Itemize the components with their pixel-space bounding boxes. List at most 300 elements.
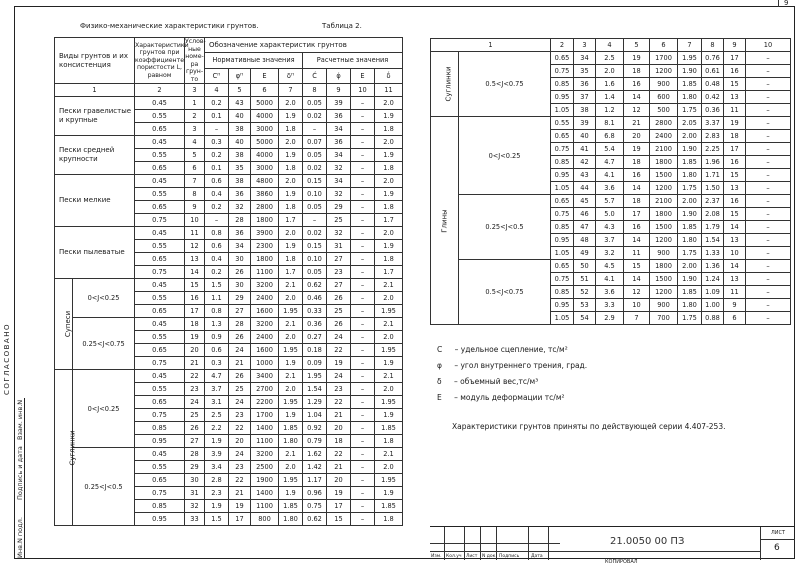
value-cell: 19 [624,52,650,65]
value-cell: – [303,214,327,227]
value-cell: 2.8 [205,474,229,487]
value-cell: 0.6 [205,175,229,188]
value-cell: 3.4 [205,461,229,474]
value-cell: 1.95 [279,474,303,487]
value-cell: 1.9 [279,409,303,422]
value-cell: 2700 [251,383,279,396]
value-cell: 2.1 [375,448,403,461]
value-cell: 0.65 [551,130,574,143]
value-cell: – [746,299,791,312]
value-cell: 2.0 [279,136,303,149]
legend-row [437,361,587,370]
value-cell: 13 [724,234,746,247]
left-table-title: Физико-механические характеристики грунтов. [80,22,259,30]
value-cell: 1.09 [702,286,724,299]
value-cell: 16 [624,78,650,91]
value-cell: 3.7 [596,234,624,247]
value-cell: 1.85 [678,221,702,234]
value-cell: 900 [650,78,678,91]
value-cell: 1.5 [205,279,229,292]
soil-kind-text: Глины [440,208,449,233]
value-cell: 0.95 [551,91,574,104]
column-number: 2 [551,39,574,52]
legend-text: – удельное сцепление, тс/м² [454,345,568,354]
value-cell: 0.75 [551,143,574,156]
value-cell: 3000 [251,162,279,175]
column-number: 1 [55,84,135,97]
value-cell: 4.5 [596,260,624,273]
value-cell: 0.05 [303,97,327,110]
value-cell: 500 [650,104,678,117]
value-cell: 0.45 [135,175,185,188]
value-cell: 1.2 [596,104,624,117]
copy-label: КОПИРОВАЛ [605,559,638,565]
value-cell: 0.10 [303,188,327,201]
value-cell: 39 [574,117,596,130]
value-cell: – [205,123,229,136]
value-cell: 2.0 [375,136,403,149]
value-cell: 1.9 [375,240,403,253]
value-cell: – [351,279,375,292]
value-cell: 16 [624,169,650,182]
value-cell: 49 [574,247,596,260]
value-cell: 0.8 [205,305,229,318]
value-cell: – [351,357,375,370]
head-normative: Нормативные значения [205,53,303,68]
value-cell: 19 [724,117,746,130]
head-symbol: δ̒ [375,68,403,83]
value-cell: 47 [574,221,596,234]
value-cell: 0.4 [205,253,229,266]
value-cell: 0.45 [135,97,185,110]
value-cell: 33 [185,513,205,526]
value-cell: 2.1 [279,279,303,292]
column-number: 8 [303,84,327,97]
value-cell: – [746,195,791,208]
value-cell: 2.0 [279,227,303,240]
value-cell: 2.0 [279,175,303,188]
value-cell: 38 [229,123,251,136]
value-cell: 1.80 [678,299,702,312]
value-cell: 36 [229,227,251,240]
value-cell: 3200 [251,318,279,331]
column-number: 10 [351,84,375,97]
value-cell: 1 [185,97,205,110]
value-cell: 2.1 [279,318,303,331]
column-number: 5 [624,39,650,52]
column-number: 3 [185,84,205,97]
value-cell: 51 [574,273,596,286]
value-cell: 4.7 [596,156,624,169]
value-cell: 4.3 [596,221,624,234]
stamp-label: N док. [482,554,497,559]
value-cell: 12 [624,104,650,117]
value-cell: 0.15 [303,175,327,188]
value-cell: 15 [327,513,351,526]
value-cell: 1.7 [375,266,403,279]
value-cell: 14 [185,266,205,279]
consistency: 0.5<J<0.75 [459,52,551,117]
value-cell: 0.36 [702,104,724,117]
value-cell: 1.8 [375,123,403,136]
value-cell: 6 [185,162,205,175]
left-characteristics-table [54,37,403,279]
value-cell: 0.95 [135,435,185,448]
value-cell: 0.85 [135,500,185,513]
value-cell: 600 [650,91,678,104]
value-cell: 17 [229,513,251,526]
value-cell: 0.05 [303,201,327,214]
head-calculated: Расчетные значения [303,53,403,68]
drawing-code: 21.0050 00 ПЗ [610,536,685,547]
value-cell: 1.9 [205,435,229,448]
value-cell: – [351,474,375,487]
value-cell: 14 [624,182,650,195]
value-cell: – [351,487,375,500]
value-cell: 1.17 [303,474,327,487]
value-cell: 1.3 [205,318,229,331]
value-cell: – [351,240,375,253]
value-cell: – [746,91,791,104]
value-cell: 20 [229,435,251,448]
value-cell: 1.95 [678,52,702,65]
value-cell: 3.6 [596,182,624,195]
value-cell: 1.9 [279,188,303,201]
value-cell: 2.0 [279,331,303,344]
value-cell: – [351,370,375,383]
value-cell: 11 [724,104,746,117]
head-symbol: φᴴ [229,68,251,83]
value-cell: – [746,182,791,195]
value-cell: 1.75 [678,104,702,117]
value-cell: 1.90 [678,143,702,156]
value-cell: 23 [185,383,205,396]
head-symbol: δᴴ [279,68,303,83]
value-cell: 1600 [251,344,279,357]
value-cell: 1.8 [279,201,303,214]
value-cell: 30 [229,253,251,266]
value-cell: 36 [229,188,251,201]
value-cell: 2.25 [702,143,724,156]
value-cell: 5.4 [596,143,624,156]
value-cell: 0.75 [135,487,185,500]
value-cell: 21 [229,357,251,370]
value-cell: 0.45 [135,227,185,240]
value-cell: – [351,500,375,513]
value-cell: 0.3 [205,136,229,149]
value-cell: 0.65 [135,253,185,266]
value-cell: 1.54 [303,383,327,396]
value-cell: 1.54 [702,234,724,247]
value-cell: 1.80 [678,169,702,182]
column-number: 8 [702,39,724,52]
value-cell: 0.55 [135,383,185,396]
value-cell: 26 [229,266,251,279]
sheet-label: ЛИСТ [771,530,786,536]
value-cell: 21 [327,461,351,474]
table-row [55,227,403,240]
value-cell: 1.8 [279,253,303,266]
value-cell: 1900 [251,474,279,487]
value-cell: 45 [574,195,596,208]
value-cell: 0.75 [551,65,574,78]
value-cell: 36 [574,78,596,91]
value-cell: 1.5 [205,513,229,526]
stamp-label: Изм. [431,554,442,559]
value-cell: 1.7 [279,266,303,279]
column-number: 4 [596,39,624,52]
value-cell: 25 [327,214,351,227]
column-number: 3 [574,39,596,52]
table-row [55,370,403,383]
value-cell: 0.02 [303,162,327,175]
value-cell: 26 [327,318,351,331]
value-cell: 24 [327,370,351,383]
value-cell: 6 [724,312,746,325]
value-cell: 25 [185,409,205,422]
value-cell: 3.37 [702,117,724,130]
value-cell: 1.24 [702,273,724,286]
value-cell: 0.65 [135,123,185,136]
value-cell: 1.8 [375,201,403,214]
value-cell: 2500 [251,461,279,474]
value-cell: 50 [574,260,596,273]
value-cell: 21 [624,117,650,130]
value-cell: 40 [574,130,596,143]
value-cell: – [205,214,229,227]
value-cell: 5 [185,149,205,162]
value-cell: 1100 [251,500,279,513]
legend-text: – угол внутреннего трения, град. [454,361,588,370]
value-cell: 1200 [650,286,678,299]
value-cell: 27 [229,305,251,318]
value-cell: 1.9 [375,409,403,422]
column-number: 10 [746,39,791,52]
number-row [431,39,791,52]
value-cell: – [351,435,375,448]
table-row [431,260,791,273]
value-cell: 3.9 [205,448,229,461]
column-number: 7 [279,84,303,97]
value-cell: 0.15 [303,240,327,253]
value-cell: 1.8 [375,162,403,175]
value-cell: 0.85 [551,221,574,234]
value-cell: 1200 [650,65,678,78]
value-cell: 17 [724,52,746,65]
value-cell: 1700 [650,52,678,65]
value-cell: 2.2 [205,422,229,435]
value-cell: 1.95 [303,370,327,383]
value-cell: 1.80 [279,513,303,526]
value-cell: 9 [185,201,205,214]
value-cell: 1.9 [279,240,303,253]
soil-kind [431,52,459,117]
value-cell: 3000 [251,123,279,136]
value-cell: 1.95 [375,305,403,318]
value-cell: 1.75 [678,247,702,260]
value-cell: 53 [574,299,596,312]
value-cell: 0.02 [303,227,327,240]
value-cell: 18 [624,65,650,78]
value-cell: – [746,52,791,65]
value-cell: 1.95 [375,344,403,357]
value-cell: 0.85 [551,156,574,169]
value-cell: 32 [185,500,205,513]
value-cell: 2200 [251,396,279,409]
value-cell: – [351,305,375,318]
value-cell: 4.7 [205,370,229,383]
value-cell: – [746,312,791,325]
value-cell: – [351,331,375,344]
consistency: 0<J<0.25 [73,370,135,448]
value-cell: – [351,396,375,409]
value-cell: 2.0 [279,292,303,305]
table-row [431,52,791,65]
value-cell: 1.4 [596,91,624,104]
value-cell: 1.9 [279,487,303,500]
value-cell: – [351,201,375,214]
value-cell: – [746,156,791,169]
value-cell: 1.8 [375,253,403,266]
value-cell: 1800 [650,156,678,169]
value-cell: 0.10 [303,253,327,266]
value-cell: 0.1 [205,162,229,175]
value-cell: 0.55 [135,292,185,305]
value-cell: – [746,78,791,91]
value-cell: 18 [185,318,205,331]
value-cell: 1.95 [279,344,303,357]
value-cell: 7 [185,175,205,188]
legend-symbol: δ [437,377,442,386]
value-cell: 0.55 [135,240,185,253]
value-cell: 0.65 [135,305,185,318]
value-cell: 11 [185,227,205,240]
value-cell: 31 [327,240,351,253]
value-cell: 1.1 [205,292,229,305]
header-row [55,38,403,53]
value-cell: – [351,136,375,149]
value-cell: 23 [229,461,251,474]
value-cell: 3.6 [596,286,624,299]
value-cell: 1.9 [279,149,303,162]
value-cell: 31 [185,487,205,500]
table-row [55,448,403,461]
value-cell: 0.55 [551,117,574,130]
value-cell: 0.75 [135,266,185,279]
value-cell: 20 [185,344,205,357]
value-cell: 1400 [251,487,279,500]
value-cell: – [351,266,375,279]
value-cell: 1.62 [303,448,327,461]
value-cell: 10 [724,247,746,260]
value-cell: – [351,253,375,266]
value-cell: 10 [624,299,650,312]
consistency: 0.5<J<0.75 [459,260,551,325]
value-cell: 21 [327,409,351,422]
value-cell: 4000 [251,110,279,123]
value-cell: 0.62 [303,279,327,292]
value-cell: 0.05 [303,266,327,279]
head-group: Обозначение характеристик грунтов [205,38,403,53]
stamp-label: Кол.уч [446,554,462,559]
value-cell: 11 [724,286,746,299]
value-cell: – [746,221,791,234]
side-label-0: Инв.N подл. [16,517,24,558]
table-row [55,97,403,110]
value-cell: 0.65 [135,396,185,409]
table-row [55,175,403,188]
value-cell: 17 [724,143,746,156]
value-cell: 2.0 [375,175,403,188]
value-cell: 1.9 [375,110,403,123]
side-label-2: Взам. инв.N [16,399,24,440]
value-cell: 0.95 [551,299,574,312]
value-cell: 1.85 [678,156,702,169]
value-cell: 24 [229,448,251,461]
column-number: 9 [724,39,746,52]
value-cell: 5000 [251,97,279,110]
value-cell: 14 [724,221,746,234]
column-number: 4 [205,84,229,97]
legend-symbol: Е [437,393,442,402]
value-cell: 40 [229,110,251,123]
value-cell: 22 [327,344,351,357]
value-cell: 3860 [251,188,279,201]
value-cell: 24 [229,344,251,357]
value-cell: 22 [229,474,251,487]
value-cell: – [746,117,791,130]
note-text: Характеристики грунтов приняты по действующей серии 4.407-253. [452,422,726,431]
value-cell: 12 [624,286,650,299]
value-cell: 38 [574,104,596,117]
title-block [430,526,795,560]
value-cell: 0.48 [702,78,724,91]
value-cell: 42 [574,156,596,169]
value-cell: – [351,97,375,110]
value-cell: – [351,383,375,396]
value-cell: 0.85 [135,422,185,435]
value-cell: 1.9 [279,357,303,370]
value-cell: 0.1 [205,110,229,123]
value-cell: 23 [327,383,351,396]
value-cell: 1.96 [702,156,724,169]
value-cell: 12 [185,240,205,253]
head-symbol: Сᴴ [205,68,229,83]
value-cell: 1.95 [375,396,403,409]
value-cell: – [746,234,791,247]
value-cell: 1.79 [702,221,724,234]
value-cell: 1000 [251,357,279,370]
value-cell: 30 [185,474,205,487]
value-cell: 19 [229,500,251,513]
value-cell: 2.0 [375,461,403,474]
head-symbol: С̒ [303,68,327,83]
value-cell: 0.65 [551,195,574,208]
value-cell: 1.9 [375,357,403,370]
legend-row [437,377,538,386]
value-cell: 0.65 [551,260,574,273]
value-cell: 32 [327,188,351,201]
value-cell: 38 [229,175,251,188]
value-cell: 48 [574,234,596,247]
value-cell: 0.61 [702,65,724,78]
value-cell: 0.09 [303,357,327,370]
value-cell: 1600 [251,305,279,318]
value-cell: 2.0 [375,331,403,344]
value-cell: 30 [229,279,251,292]
value-cell: 2 [185,110,205,123]
value-cell: 1.90 [678,65,702,78]
